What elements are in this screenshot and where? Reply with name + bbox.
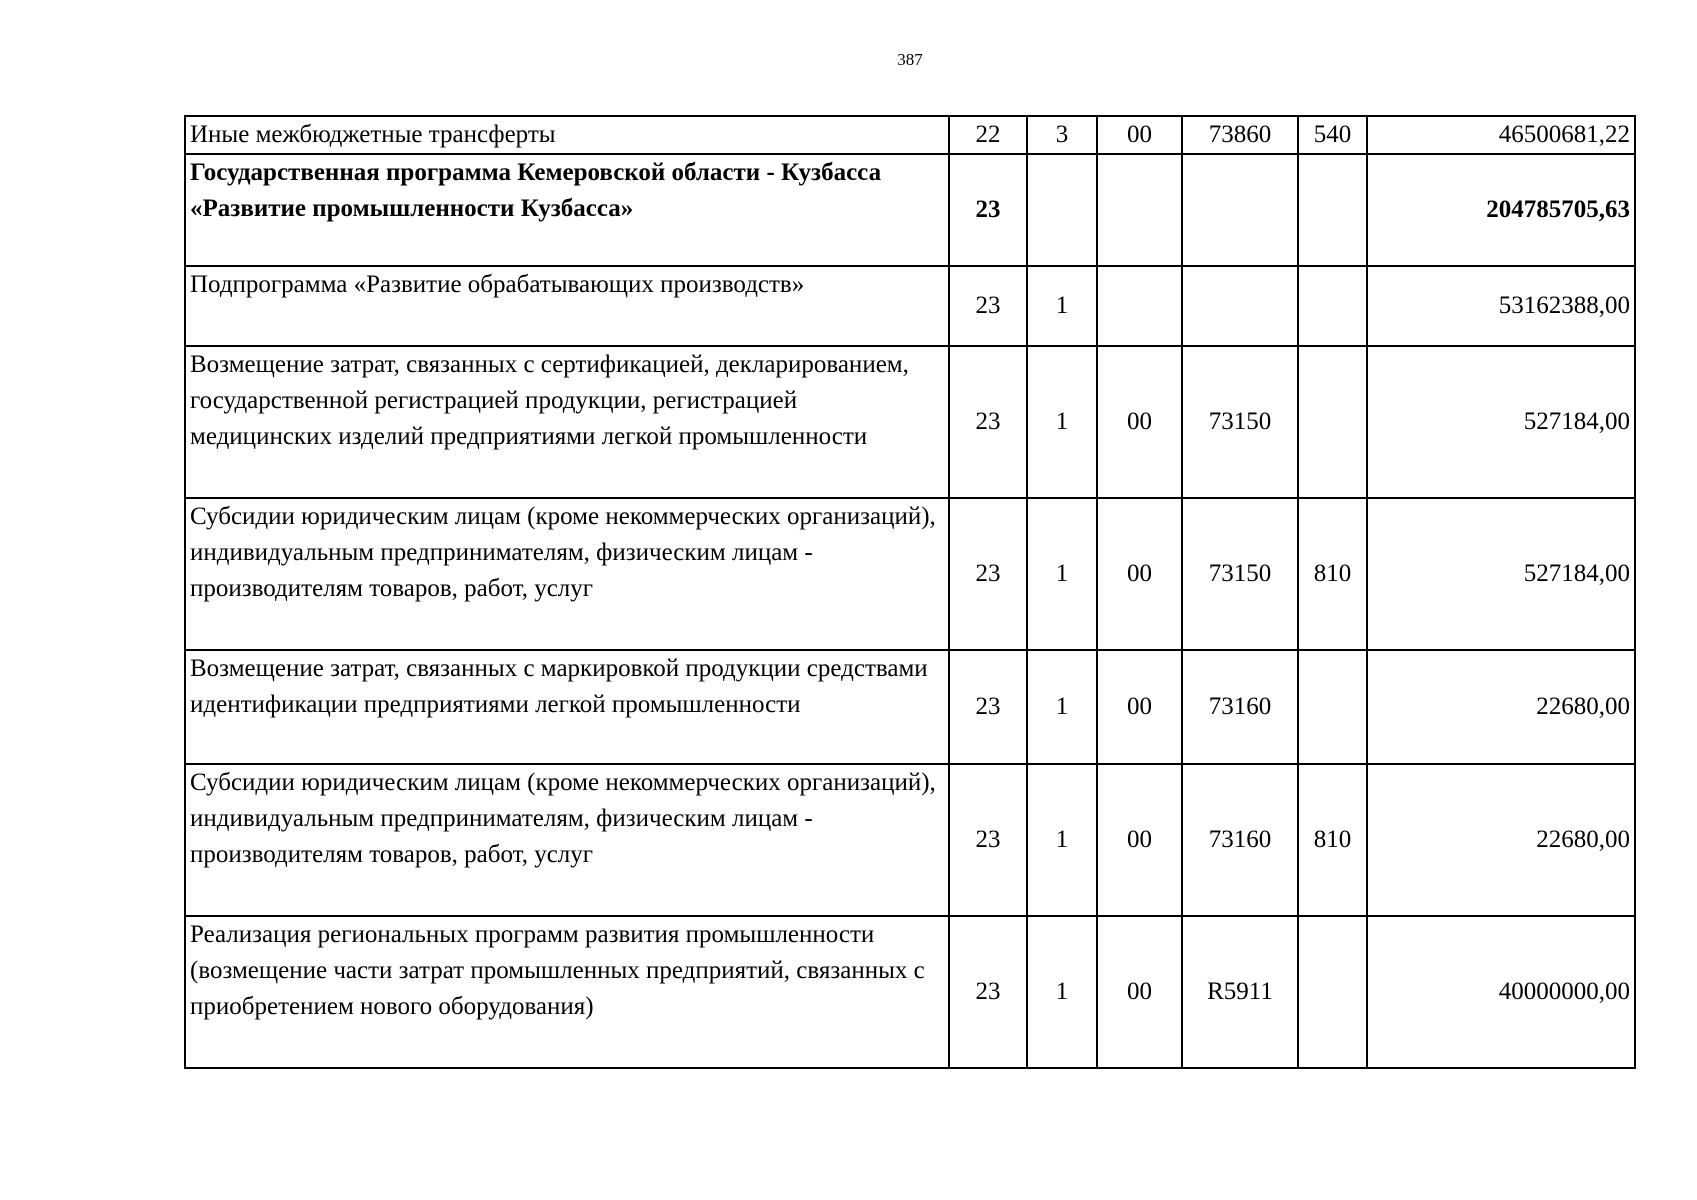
- amount: 527184,00: [1367, 346, 1635, 498]
- direction-code: 73150: [1182, 346, 1298, 498]
- subprogram-code: 1: [1027, 498, 1097, 650]
- subprogram-code: 1: [1027, 266, 1097, 346]
- direction-code: [1182, 266, 1298, 346]
- section-code: 23: [949, 764, 1027, 916]
- row-name: Субсидии юридическим лицам (кроме некоммерческих организаций), индивидуальным предпринимателям, физическим лицам - производителям товаров, работ, услуг: [185, 498, 949, 650]
- subprogram-code: 1: [1027, 916, 1097, 1068]
- section-code: 23: [949, 346, 1027, 498]
- table-row: [185, 650, 1635, 764]
- expense-type-code: [1298, 154, 1367, 266]
- amount: 22680,00: [1367, 764, 1635, 916]
- direction-code: 73860: [1182, 116, 1298, 154]
- table-row: [185, 346, 1635, 498]
- section-code: 23: [949, 266, 1027, 346]
- row-name: Возмещение затрат, связанных с маркировкой продукции средствами идентификации предприятиями легкой промышленности: [185, 650, 949, 764]
- amount: 204785705,63: [1367, 154, 1635, 266]
- table-row: [185, 498, 1635, 650]
- expense-type-code: 810: [1298, 764, 1367, 916]
- subprogram-code: 1: [1027, 346, 1097, 498]
- direction-code: 73150: [1182, 498, 1298, 650]
- amount: 46500681,22: [1367, 116, 1635, 154]
- table-row: [185, 154, 1635, 266]
- section-code: 23: [949, 916, 1027, 1068]
- section-code: 23: [949, 650, 1027, 764]
- subprogram-code: 1: [1027, 764, 1097, 916]
- event-code: 00: [1097, 498, 1182, 650]
- event-code: [1097, 266, 1182, 346]
- expense-type-code: 810: [1298, 498, 1367, 650]
- expense-type-code: [1298, 650, 1367, 764]
- table-row: [185, 116, 1635, 154]
- subprogram-code: 3: [1027, 116, 1097, 154]
- subprogram-code: [1027, 154, 1097, 266]
- direction-code: R5911: [1182, 916, 1298, 1068]
- event-code: 00: [1097, 764, 1182, 916]
- section-code: 22: [949, 116, 1027, 154]
- row-name: Реализация региональных программ развития промышленности (возмещение части затрат промышленных предприятий, связанных с приобретением нового оборудования): [185, 916, 949, 1068]
- event-code: 00: [1097, 916, 1182, 1068]
- amount: 40000000,00: [1367, 916, 1635, 1068]
- subprogram-code: 1: [1027, 650, 1097, 764]
- event-code: 00: [1097, 116, 1182, 154]
- amount: 527184,00: [1367, 498, 1635, 650]
- expense-type-code: [1298, 916, 1367, 1068]
- direction-code: [1182, 154, 1298, 266]
- row-name: Подпрограмма «Развитие обрабатывающих производств»: [185, 266, 949, 346]
- expense-type-code: [1298, 266, 1367, 346]
- section-code: 23: [949, 498, 1027, 650]
- event-code: 00: [1097, 650, 1182, 764]
- row-name: Государственная программа Кемеровской области - Кузбасса «Развитие промышленности Кузбасса»: [185, 154, 949, 266]
- section-code: 23: [949, 154, 1027, 266]
- direction-code: 73160: [1182, 764, 1298, 916]
- row-name: Субсидии юридическим лицам (кроме некоммерческих организаций), индивидуальным предпринимателям, физическим лицам - производителям товаров, работ, услуг: [185, 764, 949, 916]
- amount: 53162388,00: [1367, 266, 1635, 346]
- row-name: Возмещение затрат, связанных с сертификацией, декларированием, государственной регистрацией продукции, регистрацией медицинских изделий предприятиями легкой промышленности: [185, 346, 949, 498]
- expense-type-code: 540: [1298, 116, 1367, 154]
- page-number: 387: [897, 50, 923, 69]
- event-code: [1097, 154, 1182, 266]
- event-code: 00: [1097, 346, 1182, 498]
- row-name: Иные межбюджетные трансферты: [185, 116, 949, 154]
- table-row: [185, 764, 1635, 916]
- amount: 22680,00: [1367, 650, 1635, 764]
- table-row: [185, 916, 1635, 1068]
- direction-code: 73160: [1182, 650, 1298, 764]
- budget-table: [184, 115, 1636, 1069]
- table-row: [185, 266, 1635, 346]
- expense-type-code: [1298, 346, 1367, 498]
